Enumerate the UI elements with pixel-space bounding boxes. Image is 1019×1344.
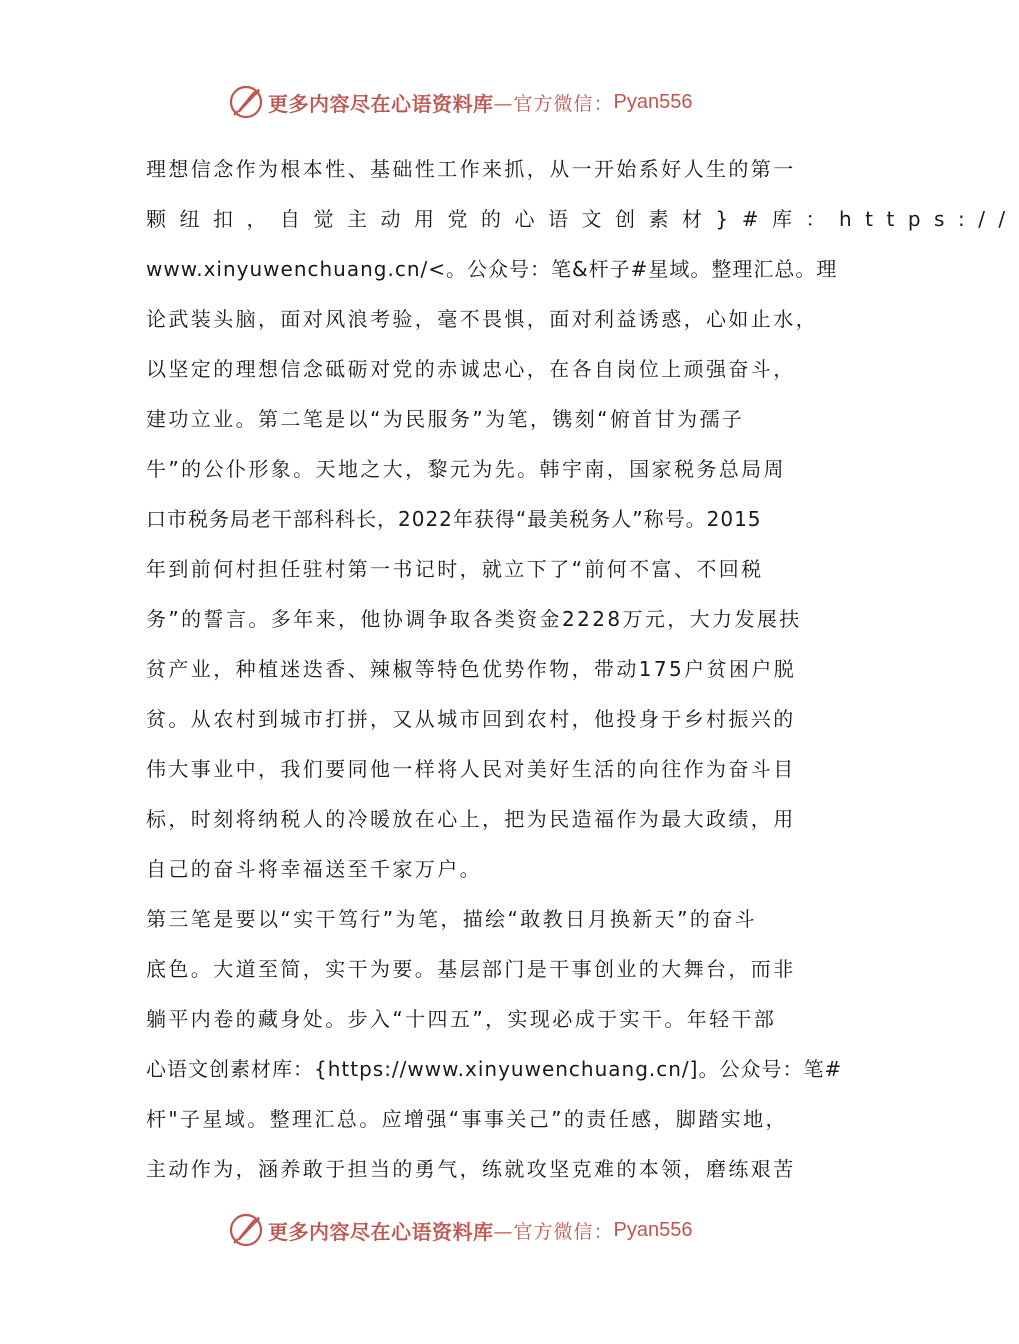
text-line: 标，时刻将纳税人的冷暖放在心上，把为民造福作为最大政绩，用 — [146, 807, 796, 831]
text-line: 心语文创素材库：{https://www.xinyuwenchuang.cn/]。公众号：笔# — [146, 1057, 843, 1081]
quill-logo-icon — [228, 84, 264, 120]
text-line: 口市税务局老干部科科长，2022年获得“最美税务人”称号。2015 — [146, 507, 762, 531]
banner-subtitle: —官方微信： — [493, 1220, 614, 1243]
banner-title: 更多内容尽在心语资料库 — [268, 91, 494, 116]
text-line: www.xinyuwenchuang.cn/<。公众号：笔&杆子#星域。整理汇总。理 — [146, 257, 838, 281]
text-line: 务”的誓言。多年来，他协调争取各类资金2228万元，大力发展扶 — [146, 607, 802, 631]
text-line: 牛”的公仆形象。天地之大，黎元为先。韩宇南，国家税务总局周 — [146, 457, 786, 481]
footer-banner — [228, 1210, 692, 1250]
text-line: 主动作为，涵养敢于担当的勇气，练就攻坚克难的本领，磨练艰苦 — [146, 1157, 796, 1181]
document-body — [146, 152, 1019, 1202]
banner-title: 更多内容尽在心语资料库 — [268, 1219, 494, 1244]
text-line: 论武装头脑，面对风浪考验，毫不畏惧，面对利益诱惑，心如止水， — [146, 307, 818, 331]
banner-wechat-id: Pyan556 — [613, 1218, 693, 1241]
quill-logo-icon — [228, 1212, 264, 1248]
text-line: 自己的奋斗将幸福送至千家万户。 — [146, 857, 482, 881]
text-line: 贫产业，种植迷迭香、辣椒等特色优势作物，带动175户贫困户脱 — [146, 657, 797, 681]
text-line: 理想信念作为根本性、基础性工作来抓，从一开始系好人生的第一 — [146, 157, 796, 181]
text-line: 杆"子星域。整理汇总。应增强“事事关己”的责任感，脚踏实地， — [146, 1107, 788, 1131]
header-banner — [228, 82, 692, 122]
banner-wechat-id: Pyan556 — [613, 90, 693, 113]
text-line: 贫。从农村到城市打拼，又从城市回到农村，他投身于乡村振兴的 — [146, 707, 796, 731]
text-line: 以坚定的理想信念砥砺对党的赤诚忠心，在各自岗位上顽强奋斗， — [146, 357, 796, 381]
text-line: 第三笔是要以“实干笃行”为笔，描绘“敢教日月换新天”的奋斗 — [146, 907, 758, 931]
text-line: 颗纽扣，自觉主动用党的心语文创素材}#库：https:// — [146, 207, 1019, 231]
text-line: 躺平内卷的藏身处。步入“十四五”，实现必成于实干。年轻干部 — [146, 1007, 777, 1031]
text-line: 建功立业。第二笔是以“为民服务”为笔，镌刻“俯首甘为孺子 — [146, 407, 745, 431]
text-line: 底色。大道至简，实干为要。基层部门是干事创业的大舞台，而非 — [146, 957, 796, 981]
text-line: 伟大事业中，我们要同他一样将人民对美好生活的向往作为奋斗目 — [146, 757, 796, 781]
banner-subtitle: —官方微信： — [493, 92, 614, 115]
text-line: 年到前何村担任驻村第一书记时，就立下了“前何不富、不回税 — [146, 557, 764, 581]
